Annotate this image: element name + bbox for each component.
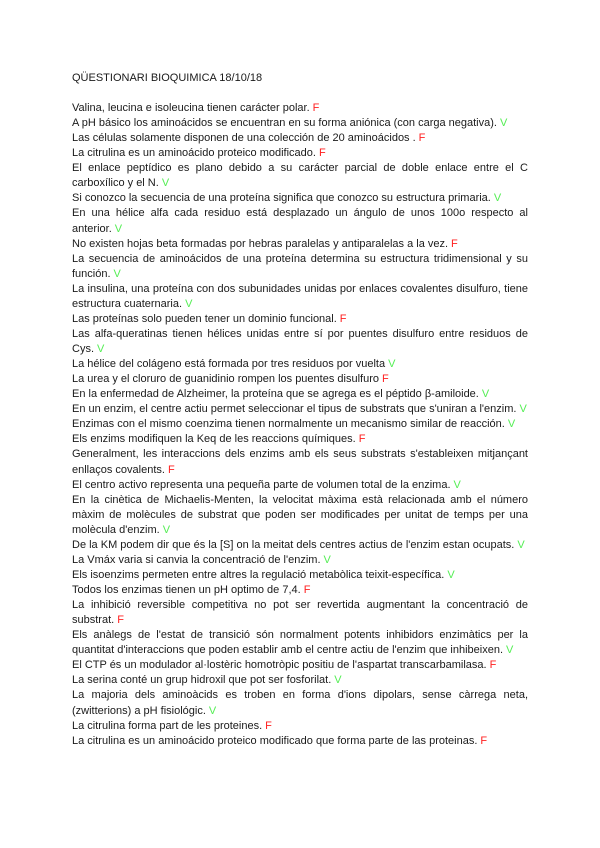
- question-item: [72, 101, 528, 116]
- question-text: La urea y el cloruro de guanidinio rompen los puentes disulfuro: [72, 373, 379, 386]
- question-item: [72, 252, 528, 282]
- question-item: [72, 447, 528, 477]
- question-item: [72, 432, 528, 447]
- question-text: No existen hojas beta formadas por hebras paralelas y antiparalelas a la vez.: [72, 237, 449, 250]
- question-item: [72, 161, 528, 191]
- question-item: [72, 688, 528, 718]
- question-text: Las células solamente disponen de una colección de 20 aminoácidos .: [72, 132, 416, 145]
- question-item: [72, 191, 528, 206]
- question-text: El centro activo representa una pequeña parte de volumen total de la enzima.: [72, 478, 451, 491]
- question-item: [72, 131, 528, 146]
- answer-true: V: [161, 177, 170, 190]
- answer-true: V: [113, 267, 121, 280]
- question-item: [72, 568, 528, 583]
- question-text: Si conozco la secuencia de una proteína significa que conozco su estructura primaria.: [72, 192, 491, 205]
- question-item: [72, 493, 528, 538]
- question-item: [72, 282, 528, 312]
- answer-true: V: [388, 358, 396, 371]
- question-text: Enzimas con el mismo coenzima tienen normalmente un mecanismo similar de reacción.: [72, 418, 505, 431]
- question-item: [72, 312, 528, 327]
- question-item: [72, 673, 528, 688]
- question-text: El enlace peptídico es plano debido a su carácter parcial de doble enlace entre el C carboxílico y el N.: [72, 162, 528, 190]
- question-item: [72, 553, 528, 568]
- question-item: [72, 387, 528, 402]
- question-item: [72, 417, 528, 432]
- answer-true: V: [519, 403, 527, 416]
- answer-true: V: [162, 523, 171, 536]
- question-item: [72, 478, 528, 493]
- question-text: Las proteínas solo pueden tener un dominio funcional.: [72, 312, 337, 325]
- question-text: En un enzim, el centre actiu permet seleccionar el tipus de substrats que s'uniran a l'enzim.: [72, 403, 517, 416]
- question-item: [72, 237, 528, 252]
- answer-false: F: [312, 102, 320, 114]
- question-text: La inhibició reversible competitiva no pot ser revertida augmentant la concentració de substrat.: [72, 599, 528, 627]
- question-text: La citrulina es un aminoácido proteico modificado.: [72, 147, 316, 160]
- question-text: La citrulina es un aminoácido proteico modificado que forma parte de las proteinas.: [72, 734, 478, 747]
- answer-true: V: [114, 222, 123, 235]
- question-item: [72, 598, 528, 628]
- answer-false: F: [451, 237, 458, 250]
- question-text: La serina conté un grup hidroxil que pot ser fosforilat.: [72, 674, 332, 687]
- question-item: [72, 658, 528, 673]
- question-item: [72, 734, 528, 749]
- question-text: En la enfermedad de Alzheimer, la proteína que se agrega es el péptido β-amiloide.: [72, 388, 479, 401]
- question-item: [72, 372, 528, 387]
- question-text: A pH básico los aminoácidos se encuentran en su forma aniónica (con carga negativa).: [72, 117, 497, 130]
- answer-true: V: [97, 343, 105, 355]
- answer-true: V: [499, 117, 508, 130]
- document-title: QÜESTIONARI BIOQUIMICA 18/10/18: [72, 72, 263, 84]
- question-text: Las alfa-queratinas tienen hélices unidas entre sí por puentes disulfuro entre residuos de Cys.: [72, 327, 528, 355]
- question-item: [72, 583, 528, 598]
- answer-false: F: [339, 312, 347, 325]
- question-text: Els isoenzims permeten entre altres la regulació metabòlica teixit-específica.: [72, 568, 445, 581]
- question-text: Generalment, les interaccions dels enzims amb els seus substrats s'estableixen mitjançant enllaços covalents.: [72, 448, 528, 476]
- answer-true: V: [453, 478, 461, 491]
- question-item: [72, 628, 528, 658]
- question-text: De la KM podem dir que és la [S] on la meitat dels centres actius de l'enzim estan ocupats.: [72, 538, 515, 551]
- question-text: En una hélice alfa cada residuo está desplazado un ángulo de unos 100o respecto al anterior.: [72, 207, 528, 235]
- question-text: Els enzims modifiquen la Keq de les reaccions químiques.: [72, 433, 356, 446]
- question-text: En la cinètica de Michaelis-Menten, la velocitat màxima està relacionada amb el número màxim de molècules de substrat que poden ser modificades per unitat de temps per una molècula d'enzim.: [72, 493, 528, 536]
- question-text: La insulina, una proteína con dos subunidades unidas por enlaces covalentes disulfuro, tiene estructura cuaternaria.: [72, 282, 528, 310]
- answer-false: F: [303, 584, 311, 596]
- question-text: La Vmáx varia si canvia la concentració de l'enzim.: [72, 553, 321, 566]
- question-text: La majoria dels aminoàcids es troben en forma d'ions dipolars, sense càrrega neta, (zwitterions) a pH fisiológic.: [72, 689, 528, 717]
- answer-false: F: [418, 132, 426, 145]
- answer-false: F: [167, 463, 175, 476]
- answer-true: V: [208, 704, 217, 717]
- answer-true: V: [447, 568, 455, 581]
- answer-false: F: [117, 614, 124, 627]
- question-item: [72, 402, 528, 417]
- answer-true: V: [323, 553, 331, 566]
- answer-false: F: [489, 659, 497, 672]
- question-text: El CTP és un modulador al·lostèric homotròpic positiu de l'aspartat transcarbamilasa.: [72, 659, 487, 672]
- answer-true: V: [493, 192, 502, 205]
- answer-true: V: [506, 644, 514, 657]
- answer-true: V: [481, 388, 490, 401]
- answer-true: V: [517, 538, 525, 551]
- answer-true: V: [334, 674, 342, 687]
- answer-true: V: [185, 297, 193, 310]
- question-text: La hélice del colágeno está formada por tres residuos por vuelta: [72, 358, 386, 371]
- question-item: [72, 719, 528, 734]
- question-item: [72, 538, 528, 553]
- answer-false: F: [318, 147, 326, 160]
- answer-false: F: [358, 433, 366, 446]
- answer-false: F: [480, 734, 488, 747]
- question-text: La secuencia de aminoácidos de una proteína determina su estructura tridimensional y su función.: [72, 252, 528, 280]
- question-item: [72, 357, 528, 372]
- question-text: Valina, leucina e isoleucina tienen carácter polar.: [72, 102, 310, 114]
- question-text: Todos los enzimas tienen un pH optimo de 7,4.: [72, 584, 301, 596]
- question-item: [72, 116, 528, 131]
- question-item: [72, 146, 528, 161]
- question-item: [72, 206, 528, 236]
- question-text: La citrulina forma part de les proteines.: [72, 719, 263, 732]
- answer-true: V: [507, 418, 516, 431]
- answer-false: F: [381, 373, 389, 386]
- question-list: [72, 101, 528, 749]
- question-text: Els anàlegs de l'estat de transició són normalment potents inhibidors enzimàtics per la quantitat d'interaccions que poden establir amb el centre actiu de l'enzim que inhibeixen.: [72, 629, 528, 657]
- document-page: [72, 71, 528, 749]
- answer-false: F: [265, 719, 272, 732]
- question-item: [72, 327, 528, 357]
